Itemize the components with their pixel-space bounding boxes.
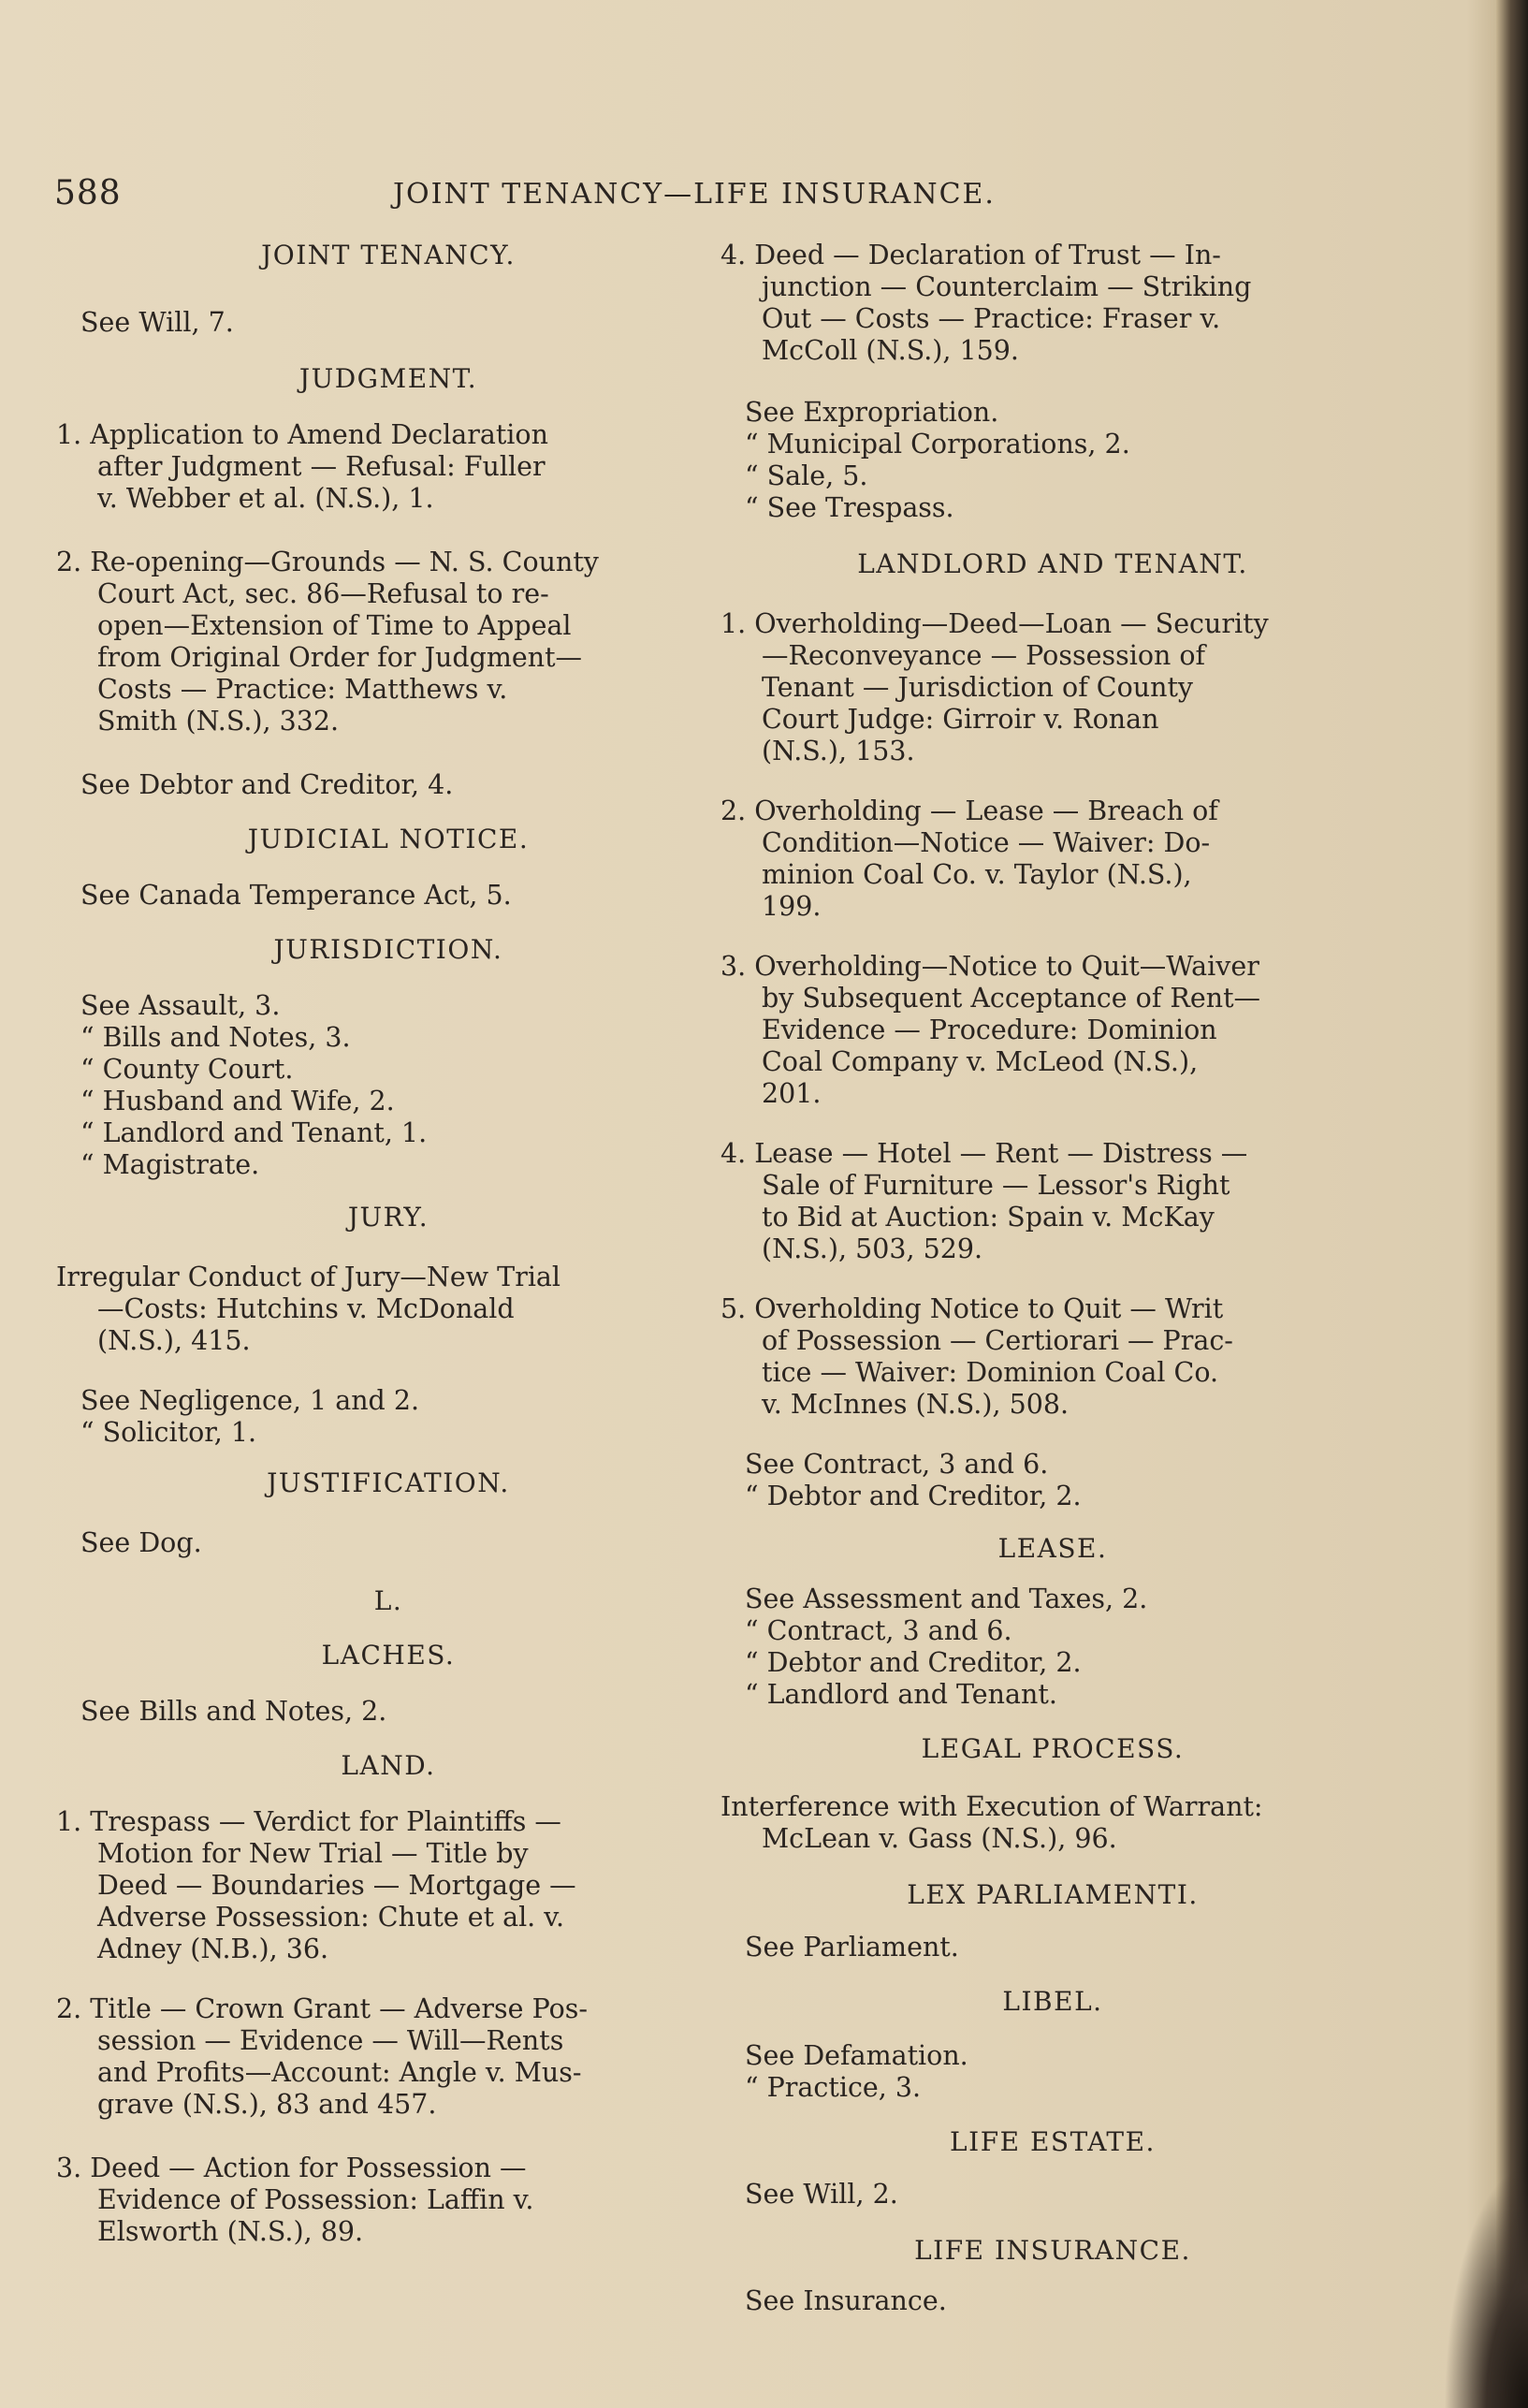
entry-land-1: 1. Trespass — Verdict for Plaintiffs — Motion for New Trial — Title by Deed — Boundaries — Mortgage — Adverse Possession: Chute et al. v. Adney (N.B.), 36. xyxy=(56,1806,576,1964)
heading-jury: JURY. xyxy=(347,1202,429,1233)
page-edge-shadow xyxy=(1496,0,1528,2408)
entry-land-3: 3. Deed — Action for Possession — Evidence of Possession: Laffin v. Elsworth (N.S.), 89. xyxy=(56,2153,534,2247)
see-list-landlord: See Contract, 3 and 6. “ Debtor and Creditor, 2. xyxy=(745,1449,1082,1511)
entry-landlord-4: 4. Lease — Hotel — Rent — Distress — Sale of Furniture — Lessor's Right to Bid at Auction: Spain v. McKay (N.S.), 503, 529. xyxy=(720,1138,1248,1264)
see-reference: See Parliament. xyxy=(745,1932,959,1963)
heading-land: LAND. xyxy=(341,1750,436,1781)
right-column xyxy=(720,240,1385,2317)
see-list-libel: See Defamation. “ Practice, 3. xyxy=(745,2040,968,2103)
running-head: JOINT TENANCY—LIFE INSURANCE. xyxy=(393,178,996,211)
heading-life-estate: LIFE ESTATE. xyxy=(950,2126,1156,2157)
see-reference: See Will, 7. xyxy=(80,307,234,338)
see-list-lease: See Assessment and Taxes, 2. “ Contract, 3 and 6. “ Debtor and Creditor, 2. “ Landlord and Tenant. xyxy=(745,1583,1148,1710)
page-number: 588 xyxy=(54,174,122,212)
heading-legal-process: LEGAL PROCESS. xyxy=(921,1733,1185,1764)
entry-land-2: 2. Title — Crown Grant — Adverse Pos- session — Evidence — Will—Rents and Profits—Account: Angle v. Mus- grave (N.S.), 83 and 457. xyxy=(56,1993,589,2120)
see-list-jurisdiction: See Assault, 3. “ Bills and Notes, 3. “ County Court. “ Husband and Wife, 2. “ Landlord and Tenant, 1. “ Magistrate. xyxy=(80,990,428,1180)
entry-landlord-2: 2. Overholding — Lease — Breach of Condition—Notice — Waiver: Do- minion Coal Co. v. Taylor (N.S.), 199. xyxy=(720,795,1218,922)
heading-lex-parliamenti: LEX PARLIAMENTI. xyxy=(907,1879,1199,1910)
see-reference: See Will, 2. xyxy=(745,2179,898,2210)
heading-justification: JUSTIFICATION. xyxy=(267,1467,510,1498)
letter-heading: L. xyxy=(373,1585,403,1616)
see-reference: See Bills and Notes, 2. xyxy=(80,1696,387,1727)
heading-laches: LACHES. xyxy=(321,1640,456,1671)
see-reference: See Insurance. xyxy=(745,2285,947,2316)
entry-judgment-1: 1. Application to Amend Declaration after Judgment — Refusal: Fuller v. Webber et al. (N.S.), 1. xyxy=(56,419,548,514)
left-column xyxy=(56,240,720,2248)
see-reference: See Dog. xyxy=(80,1527,202,1558)
see-reference: See Debtor and Creditor, 4. xyxy=(80,769,454,800)
heading-lease: LEASE. xyxy=(997,1533,1108,1564)
see-list-land: See Expropriation. “ Municipal Corporations, 2. “ Sale, 5. “ See Trespass. xyxy=(745,397,1130,523)
page-corner-shadow xyxy=(1444,2165,1528,2408)
entry-landlord-5: 5. Overholding Notice to Quit — Writ of Possession — Certiorari — Prac- tice — Waiver: Dominion Coal Co. v. McInnes (N.S.), 508. xyxy=(720,1293,1233,1420)
entry-judgment-2: 2. Re-opening—Grounds — N. S. County Court Act, sec. 86—Refusal to re- open—Extension of Time to Appeal from Original Order for Judgment— Costs — Practice: Matthews v. Smith (N.S.), 332. xyxy=(56,547,599,737)
heading-jurisdiction: JURISDICTION. xyxy=(273,934,503,965)
see-reference: See Canada Temperance Act, 5. xyxy=(80,880,512,911)
see-list-jury: See Negligence, 1 and 2. “ Solicitor, 1. xyxy=(80,1385,420,1448)
heading-judgment: JUDGMENT. xyxy=(298,363,478,394)
entry-landlord-3: 3. Overholding—Notice to Quit—Waiver by Subsequent Acceptance of Rent— Evidence — Procedure: Dominion Coal Company v. McLeod (N.S.), 201. xyxy=(720,951,1261,1109)
heading-joint-tenancy: JOINT TENANCY. xyxy=(261,240,516,270)
heading-landlord-and-tenant: LANDLORD AND TENANT. xyxy=(857,548,1248,579)
entry-landlord-1: 1. Overholding—Deed—Loan — Security —Reconveyance — Possession of Tenant — Jurisdiction of County Court Judge: Girroir v. Ronan (N.S.), 153. xyxy=(720,608,1269,766)
page-header xyxy=(54,174,1458,221)
heading-libel: LIBEL. xyxy=(1002,1986,1103,2017)
entry-land-4: 4. Deed — Declaration of Trust — In- junction — Counterclaim — Striking Out — Costs — Practice: Fraser v. McColl (N.S.), 159. xyxy=(720,240,1252,366)
heading-life-insurance: LIFE INSURANCE. xyxy=(914,2235,1191,2266)
entry-legal-process: Interference with Execution of Warrant: McLean v. Gass (N.S.), 96. xyxy=(720,1791,1263,1854)
heading-judicial-notice: JUDICIAL NOTICE. xyxy=(247,824,530,854)
entry-jury-1: Irregular Conduct of Jury—New Trial —Costs: Hutchins v. McDonald (N.S.), 415. xyxy=(56,1262,561,1356)
